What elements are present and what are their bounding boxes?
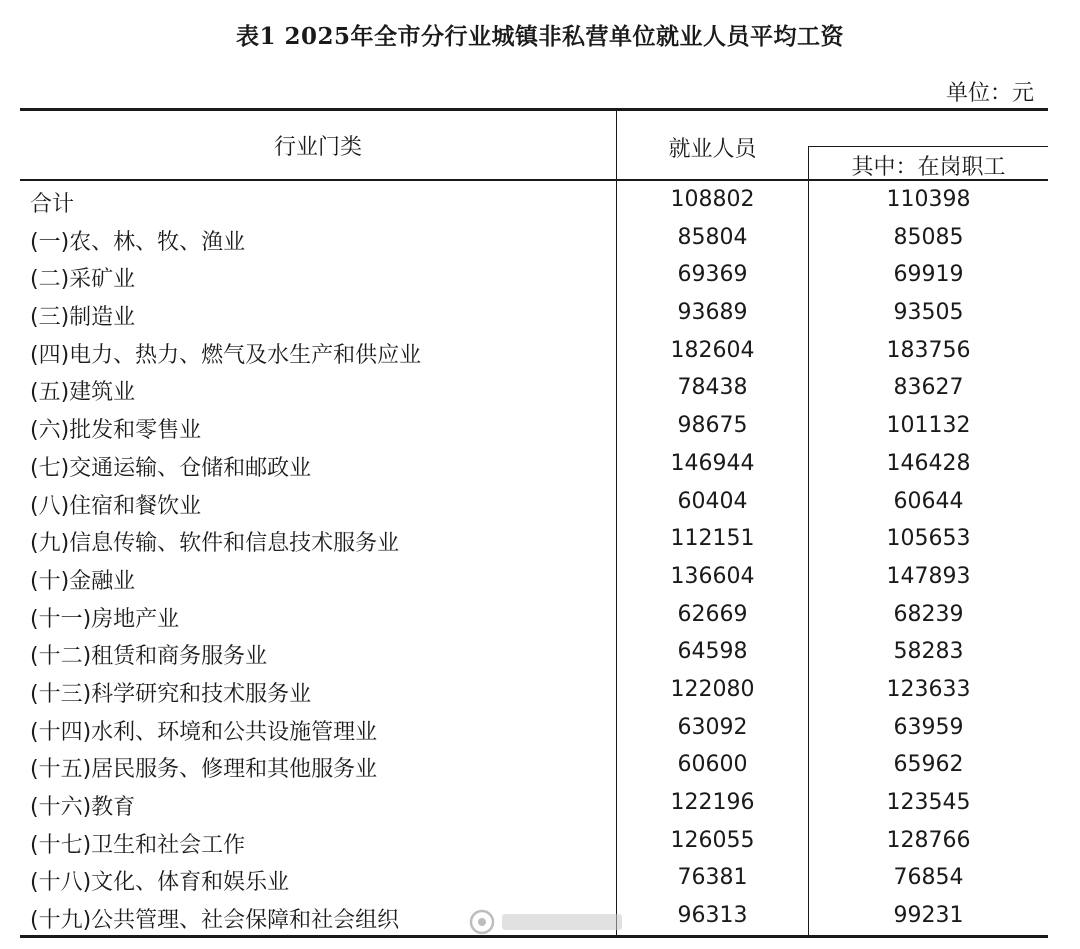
- on-post-cell: 123633: [886, 676, 971, 702]
- watermark: [468, 908, 628, 936]
- industry-cell: 合计: [30, 192, 75, 217]
- on-post-cell: 183756: [886, 337, 971, 363]
- industry-cell: (五)建筑业: [30, 380, 136, 406]
- header-industry: 行业门类: [273, 135, 362, 160]
- industry-cell: (十四)水利、环境和公共设施管理业: [30, 719, 378, 745]
- table-row: [20, 181, 1048, 219]
- employees-cell: 85804: [677, 224, 748, 250]
- table-row: [20, 332, 1048, 370]
- on-post-cell: 63959: [893, 714, 964, 740]
- industry-cell: (十八)文化、体育和娱乐业: [30, 870, 290, 896]
- table-row: [20, 294, 1048, 332]
- industry-cell: (八)住宿和餐饮业: [30, 493, 202, 519]
- on-post-cell: 68239: [893, 601, 964, 627]
- industry-cell: (十七)卫生和社会工作: [30, 832, 246, 858]
- table-row: [20, 709, 1048, 747]
- industry-cell: (七)交通运输、仓储和邮政业: [30, 455, 312, 481]
- industry-cell: (二)采矿业: [30, 267, 136, 293]
- on-post-cell: 146428: [886, 450, 971, 476]
- table-row: [20, 219, 1048, 257]
- employees-cell: 112151: [670, 526, 755, 552]
- on-post-cell: 83627: [893, 375, 964, 401]
- on-post-cell: 85085: [893, 224, 964, 250]
- employees-cell: 64598: [677, 639, 748, 665]
- on-post-cell: 93505: [893, 300, 964, 326]
- header-employees: 就业人员: [668, 137, 757, 162]
- on-post-cell: 105653: [886, 526, 971, 552]
- table-row: [20, 671, 1048, 709]
- on-post-cell: 101132: [886, 413, 971, 439]
- employees-cell: 63092: [677, 714, 748, 740]
- table-row: [20, 445, 1048, 483]
- employees-cell: 122080: [670, 676, 755, 702]
- table-title: 表1 2025年全市分行业城镇非私营单位就业人员平均工资: [235, 23, 845, 50]
- table-row: [20, 369, 1048, 407]
- table-row: [20, 859, 1048, 897]
- wage-table: [20, 108, 1048, 940]
- table-row: [20, 256, 1048, 294]
- on-post-cell: 60644: [893, 488, 964, 514]
- table-row: [20, 520, 1048, 558]
- on-post-cell: 69919: [893, 262, 964, 288]
- header-on-post: 其中：在岗职工: [851, 155, 1006, 180]
- employees-cell: 60404: [677, 488, 748, 514]
- employees-cell: 60600: [677, 752, 748, 778]
- on-post-cell: 110398: [886, 187, 971, 212]
- on-post-cell: 147893: [886, 563, 971, 589]
- table-row: [20, 784, 1048, 822]
- on-post-cell: 128766: [886, 827, 971, 853]
- on-post-cell: 123545: [886, 790, 971, 815]
- industry-cell: (十二)租赁和商务服务业: [30, 644, 268, 670]
- industry-cell: (十六)教育: [30, 795, 136, 820]
- industry-cell: (四)电力、热力、燃气及水生产和供应业: [30, 342, 422, 368]
- industry-cell: (六)批发和零售业: [30, 418, 202, 444]
- employees-cell: 136604: [670, 563, 755, 589]
- industry-cell: (十一)房地产业: [30, 606, 180, 632]
- industry-cell: (九)信息传输、软件和信息技术服务业: [30, 531, 400, 557]
- employees-cell: 62669: [677, 601, 748, 627]
- industry-cell: (十五)居民服务、修理和其他服务业: [30, 757, 378, 783]
- table-row: [20, 558, 1048, 596]
- on-post-cell: 76854: [893, 865, 964, 891]
- industry-cell: (一)农、林、牧、渔业: [30, 229, 246, 255]
- employees-cell: 93689: [677, 300, 748, 326]
- employees-cell: 98675: [677, 413, 748, 439]
- table-row: [20, 407, 1048, 445]
- employees-cell: 126055: [670, 827, 755, 853]
- employees-cell: 146944: [670, 450, 755, 476]
- unit-label: 单位：元: [945, 81, 1034, 106]
- table-row: [20, 746, 1048, 784]
- table-row: [20, 633, 1048, 671]
- table-row: [20, 822, 1048, 860]
- employees-cell: 122196: [670, 790, 755, 815]
- employees-cell: 76381: [677, 865, 748, 891]
- on-post-cell: 58283: [893, 639, 964, 665]
- top-rule: [20, 108, 1048, 111]
- employees-cell: 78438: [677, 375, 748, 401]
- industry-cell: (十)金融业: [30, 568, 136, 594]
- industry-cell: (十三)科学研究和技术服务业: [30, 681, 312, 707]
- employees-cell: 69369: [677, 262, 748, 288]
- table-row: [20, 596, 1048, 634]
- on-post-cell: 65962: [893, 752, 964, 778]
- employees-cell: 96313: [677, 903, 748, 929]
- subheader-rule: [808, 146, 1048, 147]
- industry-cell: (三)制造业: [30, 305, 136, 331]
- industry-cell: (十九)公共管理、社会保障和社会组织: [30, 908, 400, 934]
- employees-cell: 108802: [670, 187, 755, 212]
- on-post-cell: 99231: [893, 903, 964, 929]
- employees-cell: 182604: [670, 337, 755, 363]
- table-row: [20, 483, 1048, 521]
- table-body: [20, 181, 1048, 935]
